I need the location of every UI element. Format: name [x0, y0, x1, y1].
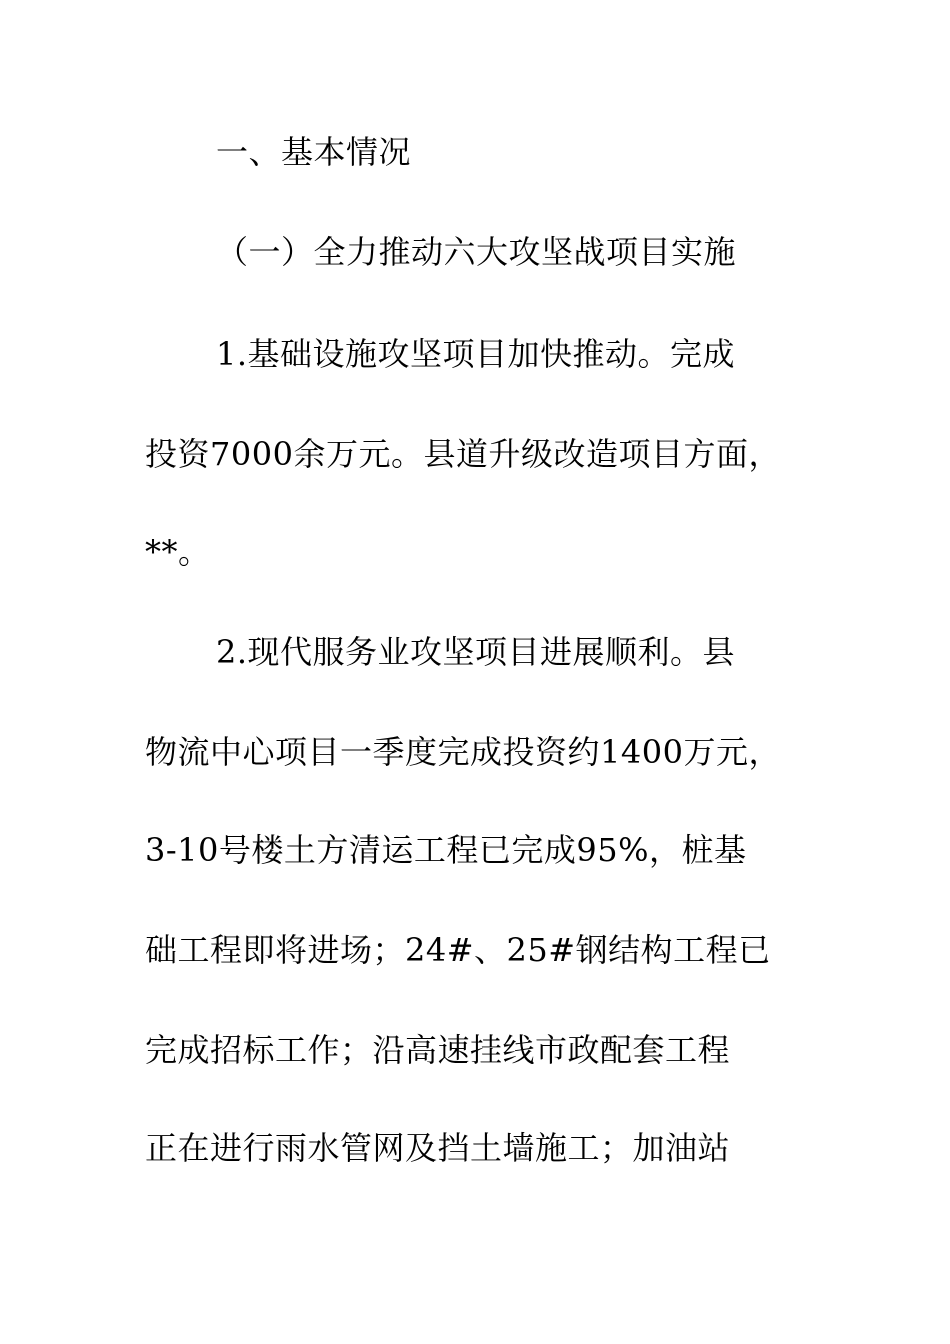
paragraph-line: **。 — [145, 533, 211, 571]
paragraph-line: 正在进行雨水管网及挡土墙施工；加油站 — [145, 1129, 731, 1167]
paragraph-line: 物流中心项目一季度完成投资约1400万元， — [145, 733, 781, 771]
paragraph-line: 完成招标工作；沿高速挂线市政配套工程 — [145, 1031, 731, 1069]
paragraph-line: 3-10号楼土方清运工程已完成95%，桩基 — [145, 831, 747, 869]
paragraph-line: 础工程即将进场；24#、25#钢结构工程已 — [145, 931, 771, 969]
section-heading: 一、基本情况 — [216, 133, 412, 171]
paragraph-line: 投资7000余万元。县道升级改造项目方面， — [145, 435, 781, 473]
paragraph-line: 1.基础设施攻坚项目加快推动。完成 — [216, 335, 736, 373]
paragraph-line: 2.现代服务业攻坚项目进展顺利。县 — [216, 633, 736, 671]
subsection-heading: （一）全力推动六大攻坚战项目实施 — [216, 233, 737, 271]
